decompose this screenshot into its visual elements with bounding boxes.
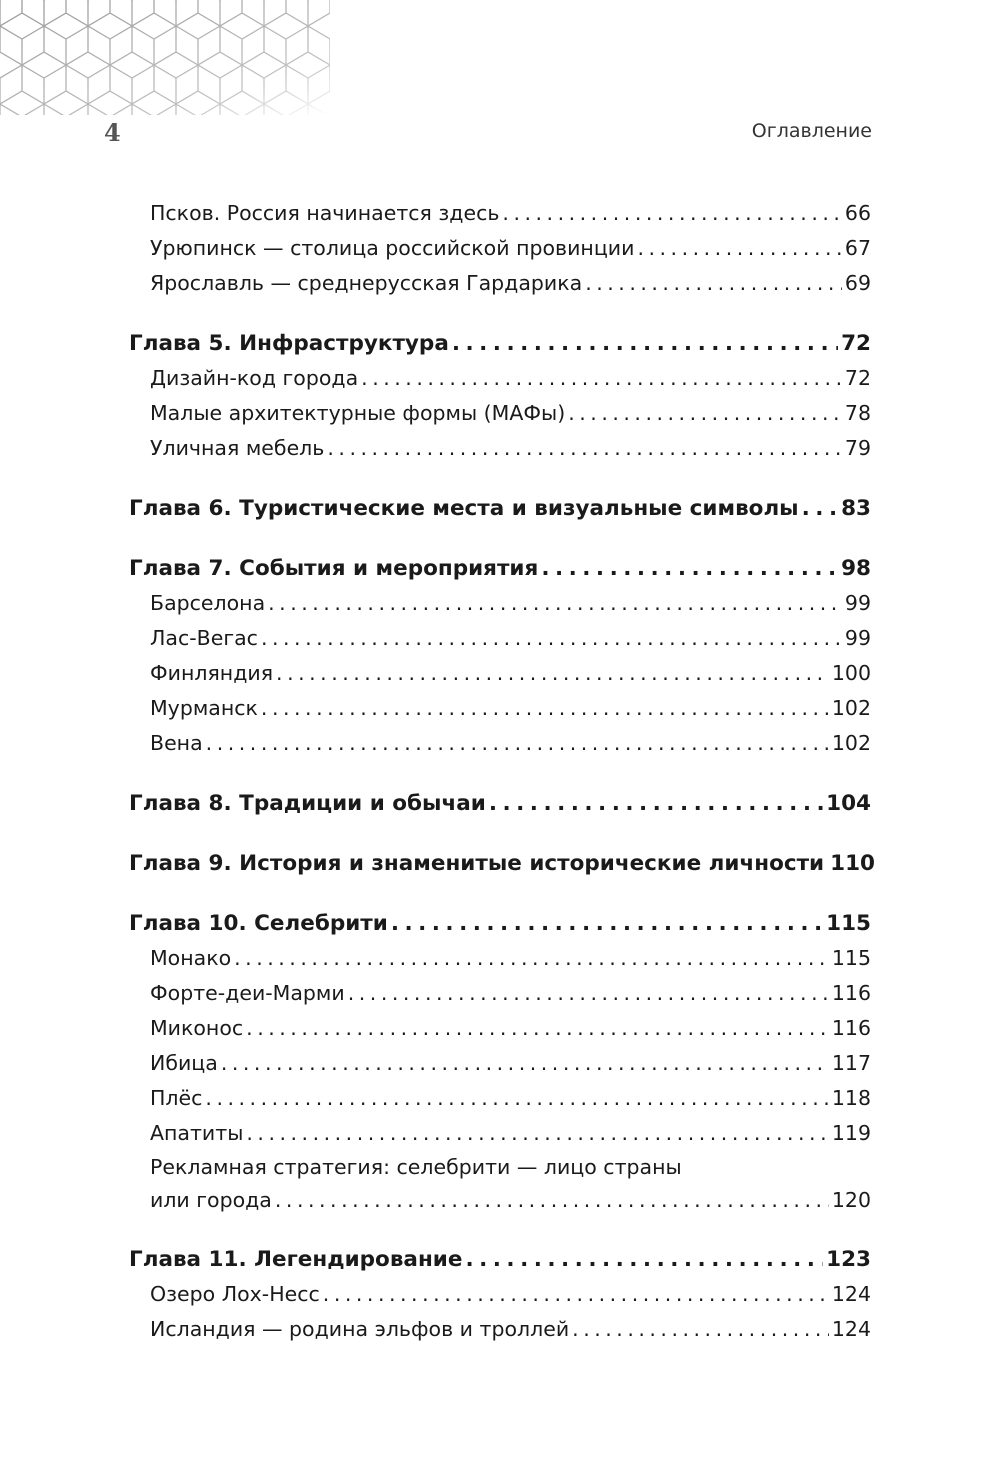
toc-entry[interactable] xyxy=(129,396,871,431)
toc-entry-page: 78 xyxy=(844,401,871,425)
toc-chapter-page: 98 xyxy=(841,556,871,581)
dot-leader xyxy=(502,196,841,231)
table-of-contents xyxy=(129,196,875,1347)
dot-leader xyxy=(246,1011,829,1046)
toc-chapter-6[interactable] xyxy=(129,491,871,526)
dot-leader xyxy=(585,266,842,301)
toc-entry[interactable] xyxy=(129,726,871,761)
dot-leader xyxy=(541,551,838,586)
dot-leader xyxy=(361,361,842,396)
toc-chapter-9[interactable] xyxy=(129,846,875,881)
toc-entry-title: Дизайн-код города xyxy=(150,366,359,390)
toc-chapter-11[interactable] xyxy=(129,1242,871,1277)
dot-leader xyxy=(206,726,829,761)
toc-chapter-title: Глава 8. Традиции и обычаи xyxy=(129,791,486,816)
toc-entry-page: 102 xyxy=(831,696,871,720)
toc-chapter-5[interactable] xyxy=(129,326,871,361)
toc-entry-title: Урюпинск — столица российской провинции xyxy=(150,236,635,260)
dot-leader xyxy=(276,656,829,691)
toc-entry-title: Монако xyxy=(150,946,232,970)
toc-entry-page: 99 xyxy=(844,591,871,615)
toc-entry-title: Уличная мебель xyxy=(150,436,325,460)
toc-chapter-7[interactable] xyxy=(129,551,871,586)
toc-chapter-page: 104 xyxy=(826,791,871,816)
toc-entry-title-line1: Рекламная стратегия: селебрити — лицо страны xyxy=(150,1155,682,1179)
toc-entry-second-line xyxy=(150,1184,871,1217)
toc-entry[interactable] xyxy=(129,1116,871,1151)
toc-entry-page: 120 xyxy=(831,1188,871,1212)
toc-entry-title: Псков. Россия начинается здесь xyxy=(150,201,500,225)
toc-entry-title: Мурманск xyxy=(150,696,258,720)
dot-leader xyxy=(637,231,841,266)
dot-leader xyxy=(572,1312,829,1347)
toc-chapter-10[interactable] xyxy=(129,906,871,941)
toc-entry-page: 116 xyxy=(831,981,871,1005)
toc-entry-page: 72 xyxy=(844,366,871,390)
dot-leader xyxy=(489,786,823,821)
toc-entry-title: Лас-Вегас xyxy=(150,626,258,650)
toc-entry[interactable] xyxy=(129,621,871,656)
toc-entry[interactable] xyxy=(129,361,871,396)
toc-entry-page: 117 xyxy=(831,1051,871,1075)
toc-entry-page: 69 xyxy=(844,271,871,295)
toc-entry-page: 67 xyxy=(844,236,871,260)
dot-leader xyxy=(327,431,842,466)
toc-entry-title: Малые архитектурные формы (МАФы) xyxy=(150,401,566,425)
toc-entry-title: Исландия — родина эльфов и троллей xyxy=(150,1317,570,1341)
toc-entry[interactable] xyxy=(129,231,871,266)
toc-entry[interactable] xyxy=(129,1046,871,1081)
toc-entry-page: 124 xyxy=(831,1282,871,1306)
dot-leader xyxy=(234,941,829,976)
toc-entry-page: 119 xyxy=(831,1121,871,1145)
toc-entry[interactable] xyxy=(129,1277,871,1312)
toc-chapter-page: 123 xyxy=(826,1247,871,1272)
toc-entry-two-line[interactable] xyxy=(129,1151,871,1217)
dot-leader xyxy=(465,1242,823,1277)
toc-entry-title: Вена xyxy=(150,731,203,755)
toc-chapter-page: 72 xyxy=(841,331,871,356)
toc-entry-page: 116 xyxy=(831,1016,871,1040)
toc-entry-page: 115 xyxy=(831,946,871,970)
dot-leader xyxy=(275,1184,829,1217)
toc-entry-page: 118 xyxy=(831,1086,871,1110)
toc-entry-page: 100 xyxy=(831,661,871,685)
dot-leader xyxy=(261,691,829,726)
toc-entry[interactable] xyxy=(129,691,871,726)
toc-entry[interactable] xyxy=(129,196,871,231)
dot-leader xyxy=(348,976,829,1011)
dot-leader xyxy=(391,906,823,941)
dot-leader xyxy=(323,1277,829,1312)
toc-entry-title: Финляндия xyxy=(150,661,274,685)
dot-leader xyxy=(452,326,838,361)
toc-chapter-page: 115 xyxy=(826,911,871,936)
toc-chapter-title: Глава 11. Легендирование xyxy=(129,1247,463,1272)
toc-chapter-title: Глава 7. События и мероприятия xyxy=(129,556,539,581)
toc-entry[interactable] xyxy=(129,976,871,1011)
dot-leader xyxy=(261,621,842,656)
running-head: Оглавление xyxy=(751,120,872,142)
toc-chapter-title: Глава 10. Селебрити xyxy=(129,911,388,936)
toc-entry-title: Озеро Лох-Несс xyxy=(150,1282,320,1306)
toc-entry-title: Миконос xyxy=(150,1016,244,1040)
cube-pattern-ornament xyxy=(0,0,330,115)
toc-entry[interactable] xyxy=(129,266,871,301)
toc-entry-title: Плёс xyxy=(150,1086,203,1110)
toc-entry[interactable] xyxy=(129,656,871,691)
toc-chapter-title: Глава 6. Туристические места и визуальные символы xyxy=(129,496,799,521)
toc-entry-title: Апатиты xyxy=(150,1121,244,1145)
toc-entry-title: Форте-деи-Марми xyxy=(150,981,345,1005)
toc-chapter-title: Глава 9. История и знаменитые исторические личности xyxy=(129,851,825,876)
page-number: 4 xyxy=(104,118,121,147)
toc-entry-page: 79 xyxy=(844,436,871,460)
toc-entry[interactable] xyxy=(129,1081,871,1116)
cube-lattice xyxy=(0,0,330,115)
toc-entry[interactable] xyxy=(129,1312,871,1347)
dot-leader xyxy=(221,1046,829,1081)
toc-chapter-title: Глава 5. Инфраструктура xyxy=(129,331,449,356)
toc-entry-page: 102 xyxy=(831,731,871,755)
dot-leader xyxy=(268,586,842,621)
toc-entry[interactable] xyxy=(129,431,871,466)
toc-entry[interactable] xyxy=(129,586,871,621)
toc-entry-page: 124 xyxy=(831,1317,871,1341)
toc-entry[interactable] xyxy=(129,1011,871,1046)
toc-chapter-8[interactable] xyxy=(129,786,871,821)
toc-entry-title: Барселона xyxy=(150,591,266,615)
dot-leader xyxy=(205,1081,828,1116)
toc-entry-page: 99 xyxy=(844,626,871,650)
toc-chapter-page: 83 xyxy=(841,496,871,521)
toc-entry-title-line2: или города xyxy=(150,1188,272,1212)
toc-entry-title: Ярославль — среднерусская Гардарика xyxy=(150,271,583,295)
toc-entry[interactable] xyxy=(129,941,871,976)
toc-chapter-page: 110 xyxy=(830,851,875,876)
dot-leader xyxy=(246,1116,828,1151)
dot-leader xyxy=(802,491,838,526)
dot-leader xyxy=(568,396,842,431)
toc-entry-page: 66 xyxy=(844,201,871,225)
toc-entry-title: Ибица xyxy=(150,1051,218,1075)
